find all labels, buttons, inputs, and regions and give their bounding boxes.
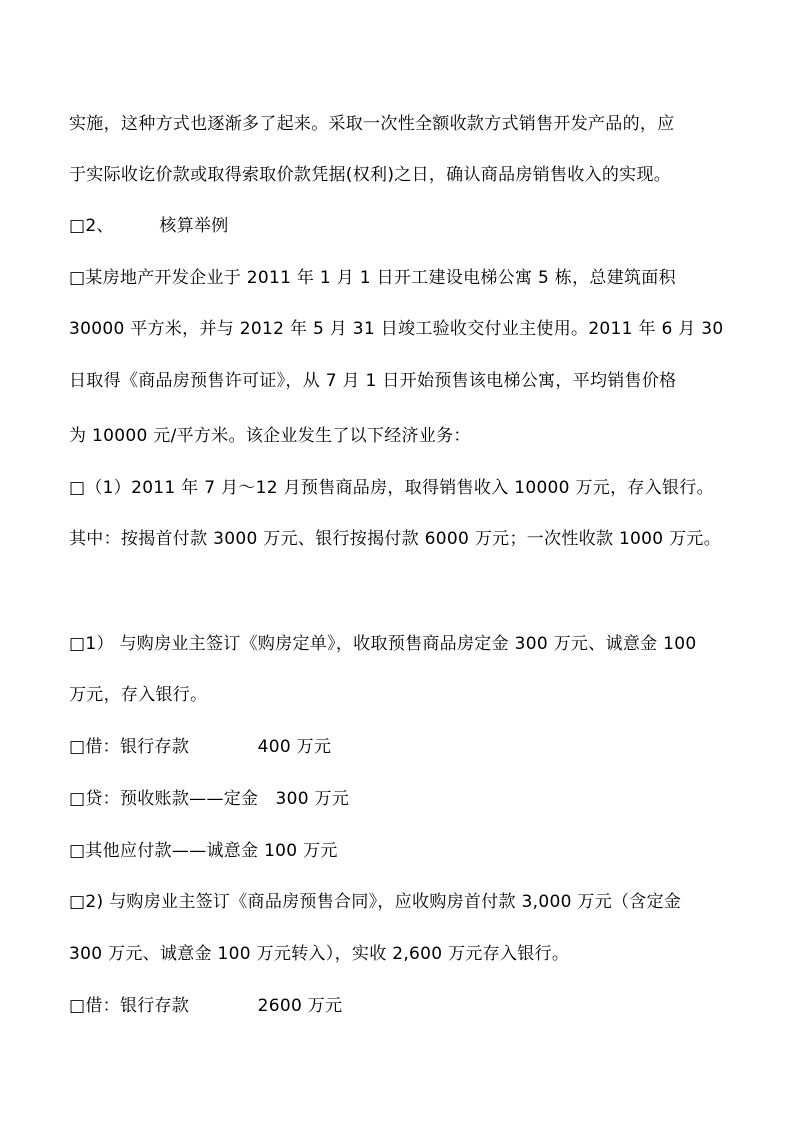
paragraph-line: □1） 与购房业主签订《购房定单》，收取预售商品房定金 300 万元、诚意金 100 — [69, 634, 697, 654]
journal-entry-line: □贷：预收账款——定金 300 万元 — [69, 789, 350, 809]
journal-entry-line: □借：银行存款 400 万元 — [69, 737, 332, 757]
paragraph-line: □2) 与购房业主签订《商品房预售合同》，应收购房首付款 3,000 万元（含定金 — [69, 892, 682, 912]
paragraph-line: 为 10000 元/平方米。该企业发生了以下经济业务： — [69, 426, 471, 446]
paragraph-line: □某房地产开发企业于 2011 年 1 月 1 日开工建设电梯公寓 5 栋，总建筑面积 — [69, 268, 676, 288]
paragraph-line: 其中：按揭首付款 3000 万元、银行按揭付款 6000 万元；一次性收款 1000 万元。 — [69, 529, 722, 549]
journal-entry-line: □其他应付款——诚意金 100 万元 — [69, 841, 338, 861]
paragraph-line: 实施，这种方式也逐渐多了起来。采取一次性全额收款方式销售开发产品的，应 — [69, 114, 675, 134]
paragraph-line: 于实际收讫价款或取得索取价款凭据(权利)之日，确认商品房销售收入的实现。 — [69, 165, 672, 185]
paragraph-line: 日取得《商品房预售许可证》，从 7 月 1 日开始预售该电梯公寓，平均销售价格 — [69, 371, 677, 391]
paragraph-line: 万元，存入银行。 — [69, 685, 208, 705]
journal-entry-line: □借：银行存款 2600 万元 — [69, 996, 343, 1016]
section-heading: □2、 核算举例 — [69, 216, 229, 236]
paragraph-line: □（1）2011 年 7 月～12 月预售商品房，取得销售收入 10000 万元，存入银行。 — [69, 478, 714, 498]
paragraph-line: 30000 平方米，并与 2012 年 5 月 31 日竣工验收交付业主使用。2011 年 6 月 30 — [69, 319, 724, 339]
paragraph-line: 300 万元、诚意金 100 万元转入），实收 2,600 万元存入银行。 — [69, 944, 570, 964]
